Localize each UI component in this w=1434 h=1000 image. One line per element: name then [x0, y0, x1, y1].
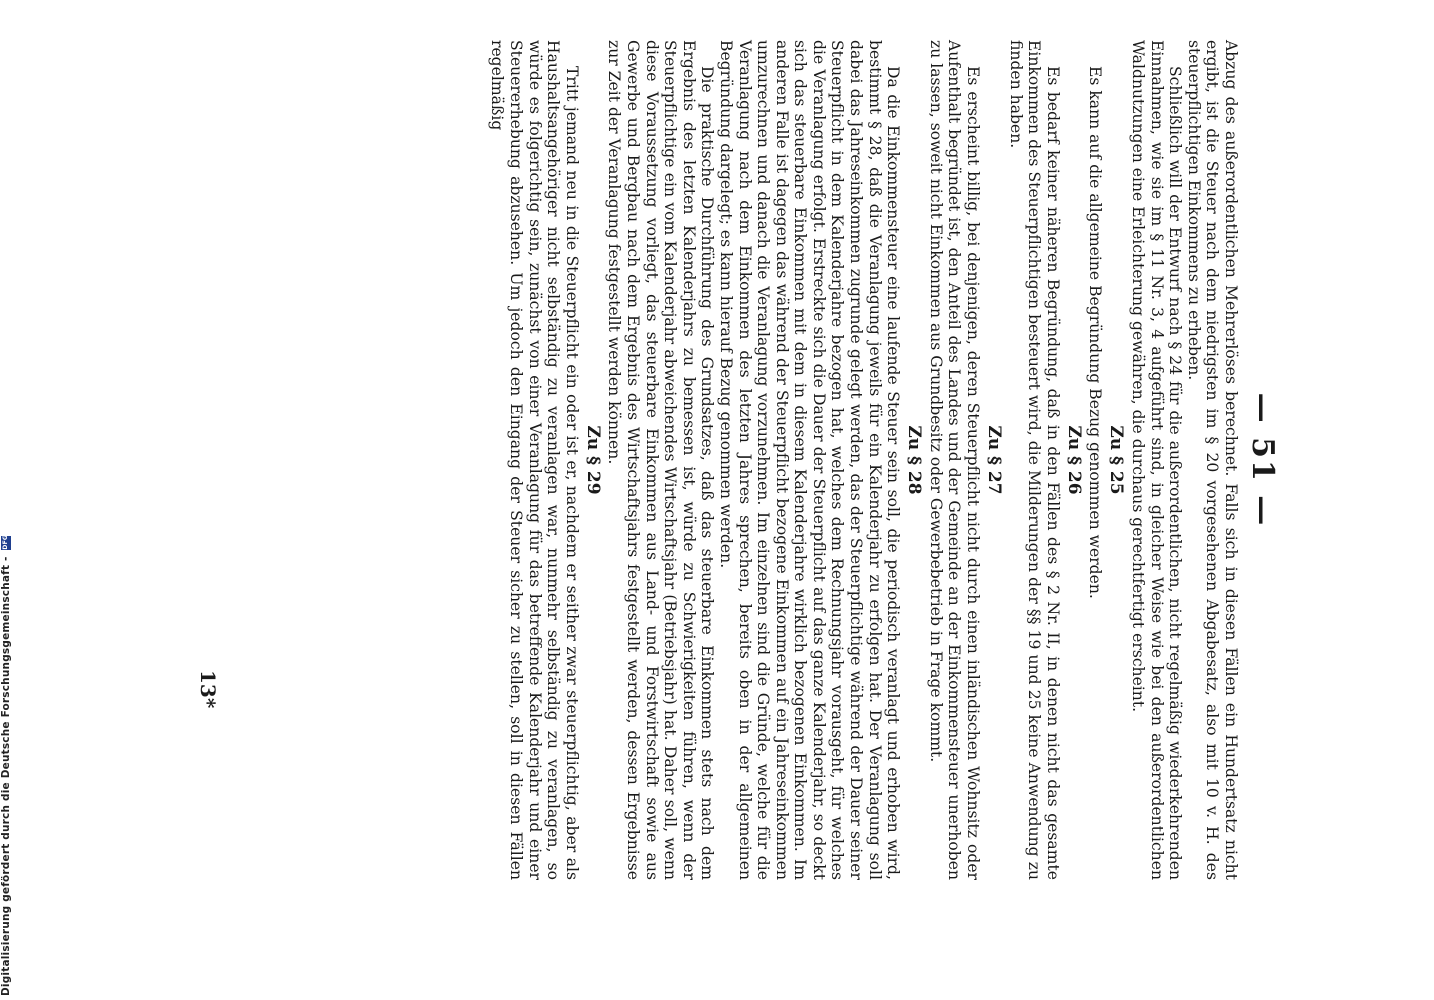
section-heading: Zu § 28	[904, 425, 925, 495]
folio-mark: 13*	[196, 670, 220, 709]
digitization-credit-text: Digitalisierung gefördert durch die Deutsche Forschungsgemeinschaft -	[0, 556, 12, 996]
section-heading: Zu § 29	[582, 425, 603, 495]
paragraph: Es kann auf die allgemeine Begründung Bezug genommen werden.	[1086, 66, 1105, 599]
section-heading: Zu § 26	[1063, 425, 1084, 495]
page-number: — 51 —	[1245, 392, 1280, 528]
paragraph: Da die Einkommensteuer eine laufende Steuer sein soll, die periodisch veranlagt und erhoben wird, bestimmt § 28, daß die Veranlagung jeweils für ein Kalenderjahr zu erfolgen hat. Der Veranlagung soll dabei das Jahreseinkommen zugrunde gelegt werden, das der Steuerpflichtige während der Dauer seiner Steuerpflicht in dem Kalenderjahre bezogen hat, welches dem Rechnungsjahr vorausgeht, für welches die Veranlagung erfolgt. Erstreckte sich die Dauer der Steuerpflicht auf das ganze Kalenderjahr, so deckt sich das steuerbare Einkommen mit dem in diesem Kalenderjahre wirklich bezogenen Einkommen. Im anderen Falle ist dagegen das während der Steuerpflicht bezogene Einkommen auf ein Jahreseinkommen umzurechnen und danach die Veranlagung vorzunehmen. Im einzelnen sind die Gründe, welche für die Veranlagung nach dem Einkommen des letzten Jahres sprechen, bereits oben in der allgemeinen Begründung dargelegt; es kann hierauf Bezug genommen werden.	[716, 40, 903, 880]
paragraph: Abzug des außerordentlichen Mehrerlöses berechnet. Falls sich in diesen Fällen ein Hundertsatz nicht ergibt, ist die Steuer nach dem niedrigsten im § 20 vorgesehenen Abgabesatz, also mit 10 v. H. des steuerpflichtigen Einkommens zu erheben.	[1184, 40, 1240, 880]
paragraph: Tritt jemand neu in die Steuerpflicht ein oder ist er, nachdem er seither zwar steuerpflichtig, aber als Haushaltsangehöriger nicht selbständig zu veranlagen war, nunmehr selbständig zu veranlagen, so würde es folgerichtig sein, zunächst von einer Veranlagung für das betreffende Kalenderjahr und einer Steuererhebung abzusehen. Um jedoch den Eingang der Steuer sicher zu stellen, soll in diesen Fällen regelmäßig	[488, 40, 581, 880]
paragraph: Es bedarf keiner näheren Begründung, daß in den Fällen des § 2 Nr. II, in denen nicht das gesamte Einkommen des Steuerpflichtigen besteuert wird, die Milderungen der §§ 19 und 25 keine Anwendung zu finden haben.	[1006, 40, 1062, 880]
digitization-credit	[0, 0, 12, 996]
section-heading: Zu § 27	[984, 425, 1005, 495]
page-header	[1246, 350, 1280, 570]
rotated-document-page	[196, 40, 1280, 880]
document-body	[488, 40, 1240, 880]
paragraph: Schließlich will der Entwurf nach § 24 für die außerordentlichen, nicht regelmäßig wiederkehrenden Einnahmen, wie sie im § 11 Nr. 3, 4 aufgeführt sind, in gleicher Weise wie bei den außerordentlichen Waldnutzungen eine Erleichterung gewähren, die durchaus gerechtfertigt erscheint.	[1129, 40, 1185, 880]
paragraph: Es erscheint billig, bei denjenigen, deren Steuerpflicht nicht durch einen inländischen Wohnsitz oder Aufenthalt begründet ist, den Anteil des Landes und der Gemeinde an der Einkommensteuer unerhoben zu lassen, soweit nicht Einkommen aus Grundbesitz oder Gewerbebetrieb in Frage kommt.	[926, 40, 983, 880]
section-heading: Zu § 25	[1106, 425, 1127, 495]
dfg-logo: DFG	[2, 534, 9, 550]
paragraph: Die praktische Durchführung des Grundsatzes, daß das steuerbare Einkommen stets nach dem Ergebnis des letzten Kalenderjahrs zu bemessen ist, würde zu Schwierigkeiten führen, wenn der Steuerpflichtige ein vom Kalenderjahr abweichendes Wirtschaftsjahr (Betriebsjahr) hat. Daher soll, wenn diese Voraussetzung vorliegt, das steuerbare Einkommen aus Land- und Forstwirtschaft sowie aus Gewerbe und Bergbau nach dem Ergebnis des Wirtschaftsjahrs festgestellt werden, dessen Ergebnisse zur Zeit der Veranlagung festgestellt werden können.	[605, 40, 717, 880]
